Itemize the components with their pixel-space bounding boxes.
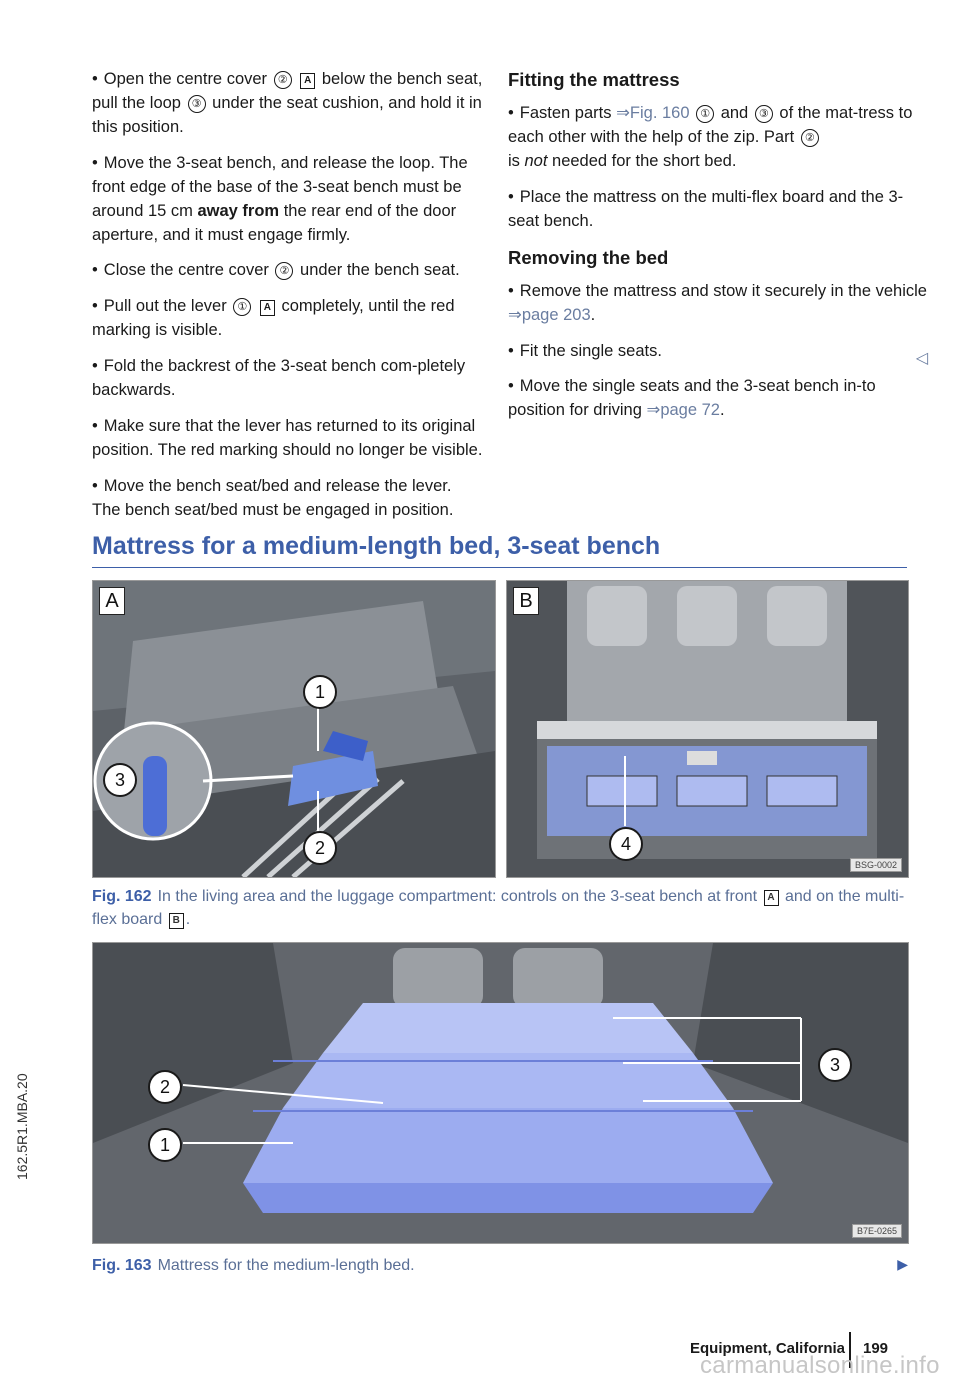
- page-203-link[interactable]: ⇒page 203: [508, 305, 591, 324]
- image-code: B7E-0265: [852, 1224, 902, 1238]
- step-pull-lever: • Pull out the lever ① A completely, until the red marking is visible.: [92, 297, 455, 340]
- callout-2: 2: [148, 1070, 182, 1104]
- step-open-cover: • Open the centre cover ② A below the bench seat, pull the loop ③ under the seat cushion, and hold it in this position.: [92, 70, 483, 136]
- step-fold-backrest: • Fold the backrest of the 3-seat bench com-pletely backwards.: [92, 357, 466, 400]
- page-number: 199: [863, 1340, 889, 1357]
- callout-2: 2: [303, 831, 337, 865]
- callout-4: 4: [609, 827, 643, 861]
- callout-1: 1: [303, 675, 337, 709]
- step-remove-mattress: • Remove the mattress and stow it securely in the vehicle ⇒page 203.: [508, 281, 927, 324]
- step-place-mattress: • Place the mattress on the multi-flex board and the 3-seat bench.: [508, 187, 904, 230]
- figure-number: Fig. 163: [92, 1257, 152, 1274]
- right-column: [508, 68, 928, 420]
- heading-removing-bed: Removing the bed: [508, 246, 669, 268]
- watermark: carmanualsonline.info: [700, 1352, 940, 1379]
- callout-1: 1: [148, 1128, 182, 1162]
- mattress-illustration: [93, 943, 908, 1243]
- figure-163: [92, 942, 909, 1244]
- figure-number: Fig. 162: [92, 888, 152, 905]
- step-fasten-parts: • Fasten parts ⇒Fig. 160 ① and ③ of the mat-tress to each other with the help of the zip. Part ② is not needed for the short bed.: [508, 104, 913, 170]
- step-close-cover: • Close the centre cover ② under the bench seat.: [92, 261, 460, 280]
- bench-controls-illustration: [93, 581, 495, 877]
- callout-3-ref: ③: [755, 105, 773, 123]
- callout-3: 3: [818, 1048, 852, 1082]
- panel-b-ref: B: [169, 913, 184, 929]
- figure-162-panel-a: [92, 580, 496, 878]
- section-title: Mattress for a medium-length bed, 3-seat bench: [92, 532, 907, 568]
- panel-a-ref: A: [260, 300, 275, 316]
- step-move-seats: • Move the single seats and the 3-seat bench in-to position for driving ⇒page 72.: [508, 377, 876, 420]
- callout-2-ref: ②: [275, 262, 293, 280]
- step-fit-seats: • Fit the single seats.: [508, 341, 662, 360]
- callout-2-ref: ②: [274, 71, 292, 89]
- panel-a-ref: A: [300, 73, 315, 89]
- step-engage-bench: • Move the bench seat/bed and release the lever. The bench seat/bed must be engaged in position.: [92, 476, 454, 519]
- heading-fitting-mattress: Fitting the mattress: [508, 69, 680, 90]
- callout-1-ref: ①: [233, 298, 251, 316]
- section-end-marker-icon: ◁: [915, 349, 928, 367]
- continue-arrow-icon: ▶: [897, 1256, 908, 1272]
- step-move-bench: • Move the 3-seat bench, and release the loop. The front edge of the base of the 3-seat bench must be around 15 cm away from the rear end of the door aperture, and it must engage firmly.: [92, 153, 468, 244]
- left-column: [92, 68, 484, 535]
- callout-2-ref: ②: [801, 129, 819, 147]
- callout-3: 3: [103, 763, 137, 797]
- panel-label-b: B: [513, 587, 539, 615]
- figure-162-panel-b: [506, 580, 909, 878]
- figure-162-caption: Fig. 162 In the living area and the luggage compartment: controls on the 3-seat bench at front A and on the multi-flex board B .: [92, 888, 905, 929]
- fig-160-link[interactable]: ⇒Fig. 160: [616, 104, 690, 123]
- image-code: BSG-0002: [850, 858, 902, 872]
- figure-163-caption: Fig. 163 Mattress for the medium-length bed.: [92, 1257, 415, 1274]
- footer-section: Equipment, California: [689, 1340, 845, 1357]
- multiflex-board-illustration: [507, 581, 908, 877]
- page-72-link[interactable]: ⇒page 72: [646, 401, 720, 420]
- callout-3-ref: ③: [188, 95, 206, 113]
- panel-label-a: A: [99, 587, 125, 615]
- callout-1-ref: ①: [696, 105, 714, 123]
- side-document-code: 162.5R1.MBA.20: [14, 1073, 30, 1180]
- panel-a-ref: A: [764, 890, 779, 906]
- step-check-lever: • Make sure that the lever has returned to its original position. The red marking should no longer be visible.: [92, 417, 483, 459]
